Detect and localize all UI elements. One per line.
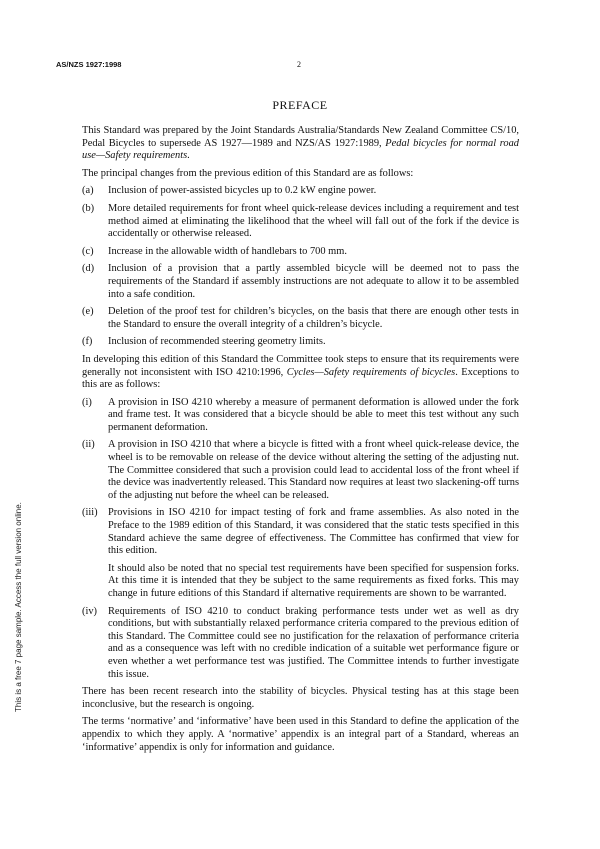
item-text: More detailed requirements for front wheel quick-release devices including a requirement and test method aimed at eliminating the likelihood that the wheel will fall out of the fork if the device is accidentally or otherwise released.: [108, 202, 519, 240]
item-text: Inclusion of a provision that a partly assembled bicycle will be deemed not to pass the requirements of the Standard if assembly instructions are not adequate to allow it to be assembled into a safe condition.: [108, 263, 519, 300]
item-text: Requirements of ISO 4210 to conduct braking performance tests under wet as well as dry conditions, but with substantially relaxed performance criteria compared to the previous edition of this Standard. The Committee could see no justification for the relaxation of performance criteria and as a consequence was left with no credible indication of a suitable wet performance figure or even whether a wet performance test was justified. The Committee intends to further investigate this issue.: [108, 605, 519, 680]
list-item: [82, 203, 519, 241]
item-label: (e): [82, 306, 94, 318]
item-label: (f): [82, 336, 93, 348]
item-label: (b): [82, 202, 95, 214]
item-text: Increase in the allowable width of handlebars to 700 mm.: [108, 245, 347, 257]
iso-end: . Exceptions to this are as follows:: [82, 366, 520, 391]
list-item: [82, 507, 519, 557]
normative-paragraph: The terms ‘normative’ and ‘informative’ have been used in this Standard to define the application of the appendix to which they apply. A ‘normative’ appendix is an integral part of a Standard, whereas an ‘informative’ appendix is only for information and guidance.: [82, 716, 519, 753]
item-text: Deletion of the proof test for children’s bicycles, on the basis that there are enough other tests in the Standard to ensure the overall integrity of a children’s bicycle.: [108, 306, 519, 330]
list-item: [82, 336, 519, 349]
list-item: [82, 397, 519, 435]
item-label: (iv): [82, 605, 98, 617]
sample-notice-sidebar: [0, 0, 28, 849]
item-label: (i): [82, 396, 92, 408]
intro-title-italic: Pedal bicycles for normal road use—Safety requirements: [82, 137, 519, 162]
item-label: (c): [82, 245, 94, 257]
list-item: [82, 439, 519, 502]
page-number: 2: [297, 60, 301, 69]
iso-text: In developing this edition of this Standard the Committee took steps to ensure that its requirements were generally not inconsistent with ISO 4210:1996,: [82, 353, 519, 378]
page-title: PREFACE: [272, 98, 328, 112]
list-item: [82, 306, 519, 331]
item-text: Provisions in ISO 4210 for impact testing of fork and frame assemblies. As also noted in the Preface to the 1989 edition of this Standard, it was considered that the static tests specified in this Standard achieve the same degree of effectiveness. The Committee has confirmed that view for this edition.: [108, 507, 519, 557]
item-label: (iii): [82, 507, 98, 519]
list-item: [82, 606, 519, 682]
item-label: (d): [82, 263, 95, 275]
item-label: (a): [82, 185, 94, 197]
iso-paragraph: [82, 354, 519, 392]
item-label: (ii): [82, 439, 95, 451]
item-text: Inclusion of recommended steering geometry limits.: [108, 336, 326, 348]
research-paragraph: There has been recent research into the stability of bicycles. Physical testing has at this stage been inconclusive, but the research is ongoing.: [82, 686, 519, 710]
standard-code: AS/NZS 1927:1998: [56, 60, 122, 69]
sample-notice: This is a free 7 page sample. Access the full version online.: [14, 502, 23, 712]
item-text: A provision in ISO 4210 that where a bicycle is fitted with a front wheel quick-release device, the wheel is to be removable on release of the device without altering the setting of the adjusting nut. The Committee considered that such a provision could lead to accidental loss of the front wheel if the device was inadvertently released. This Standard now requires at least two slackening-off turns of the adjusting nut before the wheel can be released.: [108, 439, 519, 501]
intro-text: This Standard was prepared by the Joint Standards Australia/Standards New Zealand Committee CS/10, Pedal Bicycles to supersede AS 1927—1989 and NZS/AS 1927:1989,: [82, 125, 519, 149]
changes-lead: The principal changes from the previous edition of this Standard are as follows:: [82, 167, 414, 179]
intro-end: .: [187, 150, 190, 162]
list-item: [82, 246, 519, 259]
iso-title-italic: Cycles—Safety requirements of bicycles: [286, 366, 456, 378]
item-text: A provision in ISO 4210 whereby a measure of permanent deformation is allowed under the fork and frame test. It was considered that a bicycle should be able to meet this test without any such permanent deformation.: [108, 396, 519, 433]
item-text: Inclusion of power-assisted bicycles up to 0.2 kW engine power.: [108, 185, 377, 197]
intro-paragraph: [82, 125, 519, 163]
preface-body: [82, 125, 519, 759]
exception-iii-note: It should also be noted that no special test requirements have been specified for suspension forks. At this time it is intended that they be subject to the same requirements as fixed forks. This may change in future editions of this Standard if alternative requirements are shown to be warranted.: [108, 562, 519, 599]
list-item: [82, 185, 519, 198]
list-item: [82, 263, 519, 301]
